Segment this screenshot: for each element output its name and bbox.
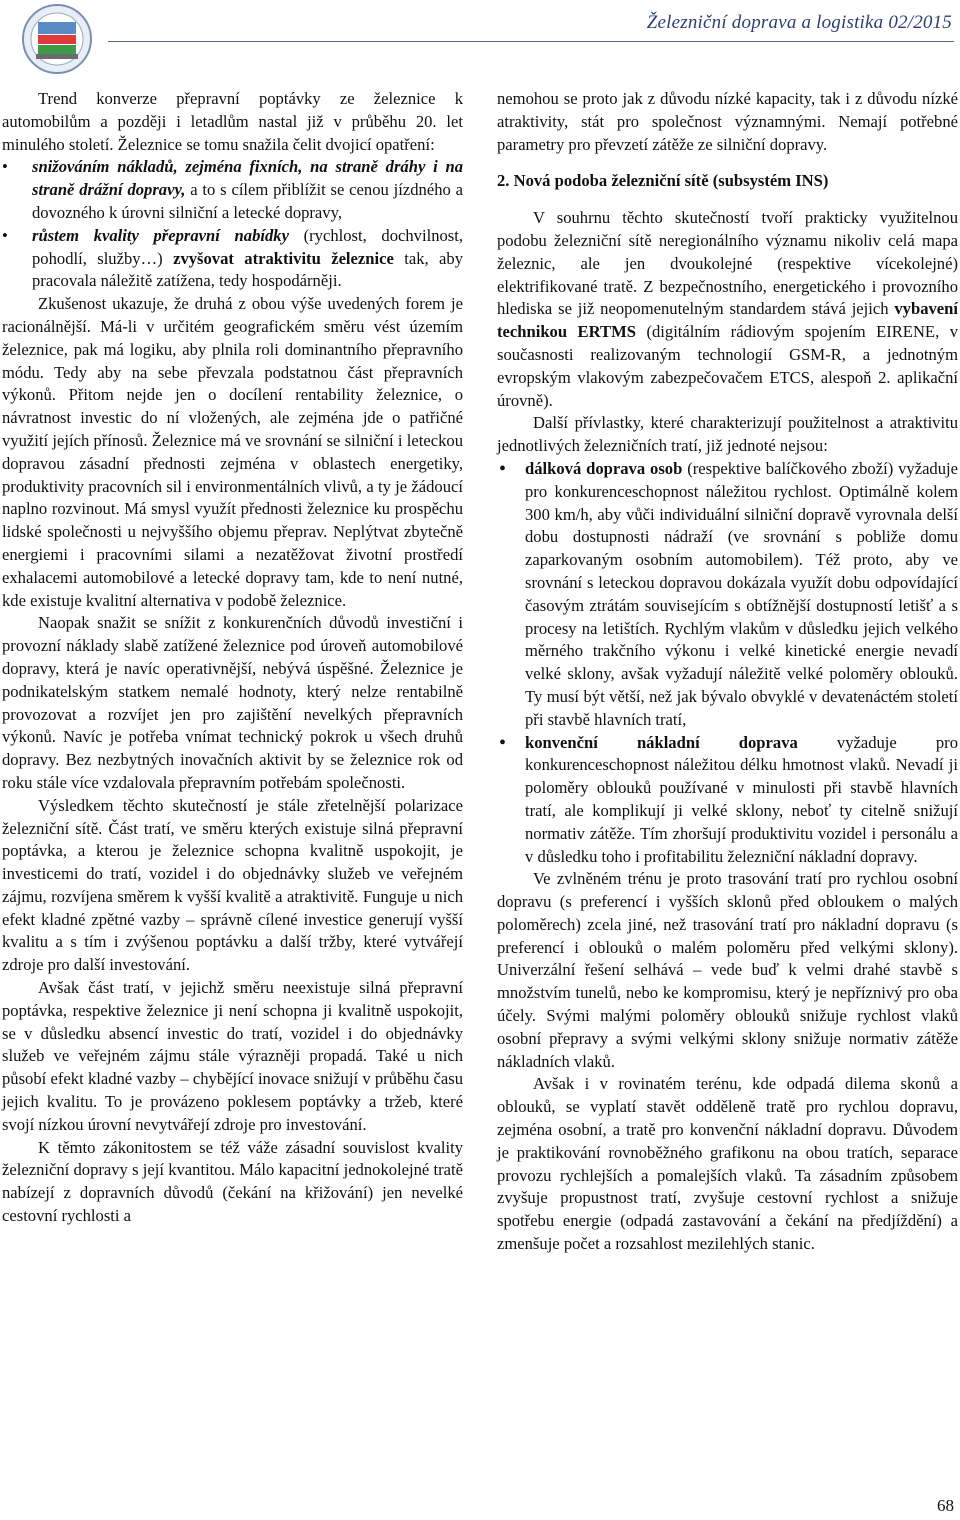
paragraph-text: (digitálním rádiovým spojením EIRENE, v současnosti realizovaným technologií GSM-R, a jednotným evropským vlakovým zabezpečovačem ETCS, alespoň 2. aplikační úrovně). — [497, 322, 958, 410]
list-item — [2, 225, 463, 293]
header-divider — [108, 41, 954, 42]
page-number: 68 — [937, 1496, 954, 1515]
paragraph: K těmto zákonitostem se též váže zásadní souvislost kvality železniční dopravy s její kvantitou. Málo kapacitní jednokolejné tratě nabízejí z dopravních důvodů (čekání na křižování) jen nevelké cestovní rychlosti a — [2, 1137, 463, 1226]
list-item-text: (respektive balíčkového zboží) vyžaduje pro konkurenceschopnost náležitou rychlost. Optimálně kolem 300 km/h, aby vůči individuální silniční dopravě vyrovnala delší dobu dostupnosti nádraží (ve srovnání s pobliže domu zaparkovaným osobním automobilem). Též proto, aby ve srovnání s leteckou dopravou dokázala využít dobu odpovídající časovým ztrátám souvisejícím s obtížnější dostupností letišť a s procesy na letištích. Rychlým vlakům v důsledku jejich velkého měrného trakčního výkonu i velké kinetické energie nevadí velké sklony, avšak vyžadují náležitě velké poloměry oblouků. Ty musí být větší, než jak bývalo obvyklé v devatenáctém století při stavbě hlavních tratí, — [525, 458, 958, 729]
list-item — [497, 458, 958, 732]
list-item — [2, 156, 463, 224]
emphasis: dálková doprava osob — [525, 458, 683, 478]
paragraph: Trend konverze přepravní poptávky ze železnice k automobilům a později i letadlům nastal již v průběhu 20. let minulého století. Železnice se tomu snažila čelit dvojicí opatření: — [2, 89, 463, 154]
list-item-text: tak, aby pracovala náležitě zatížena, tedy hospodárněji. — [32, 248, 463, 291]
paragraph: Avšak část tratí, v jejichž směru neexistuje silná přepravní poptávka, respektive železnice ji není schopna ji kvalitně uspokojit, se v důsledku absencí investic do tratí, vozidel i do objednávky služeb ve veřejném zájmu stále výrazněji propadá. Také u nich působí efekt kladné vazby – chybějící inovace snižují v průběhu času jejich kvalitu. To je provázeno poklesem poptávky a tržeb, které svojí nízkou úrovní nevytvářejí zdroje pro investování. — [2, 978, 463, 1134]
paragraph: Výsledkem těchto skutečností je stále zřetelnější polarizace železniční sítě. Část tratí, ve směru kterých existuje silná přepravní poptávka, a kterou je železnice schopna kvalitně uspokojit, je investicemi do tratí, vozidel i do objednávky služeb ve veřejném zájmu, rozvíjena směrem k vyšší kvalitě a atraktivitě. Funguje u nich efekt kladné zpětné vazby – správně cílené investice generují vyšší kvalitu a s tím i zvýšenou poptávku a další tržby, které vytvářejí zdroje pro další investování. — [2, 795, 463, 975]
left-column — [2, 88, 463, 1228]
paragraph — [497, 207, 958, 412]
paragraph: Naopak snažit se snížit z konkurenčních důvodů investiční i provozní náklady slabě zatížené železnice pod úroveň automobilové dopravy, která je navíc operativnější, nebývá úspěšné. Železnice je podnikatelským statkem nemalé hodnoty, který nelze rentabilně provozovat a rozvíjet jen pro zajištění nevelkých přepravních výkonů. Navíc je potřeba vnímat technický pokrok u všech druhů dopravy. Bez nezbytných inovačních aktivit by se železnice rok od roku stále více vzdalovala přepravním potřebám společnosti. — [2, 613, 463, 792]
paragraph: Další přívlastky, které charakterizují použitelnost a atraktivitu jednotlivých železničních tratí, již jednoté nejsou: — [497, 413, 958, 456]
bullet-list — [497, 458, 958, 868]
paragraph: nemohou se proto jak z důvodu nízké kapacity, tak i z důvodu nízké atraktivity, stát pro společnost významnými. Nemají potřebné parametry pro převzetí zátěže ze silniční dopravy. — [497, 89, 958, 154]
paragraph-text: V souhrnu těchto skutečností tvoří prakticky využitelnou podobu železniční sítě neregionálního významu nikoliv celá mapa železnic, ale jen dvoukolejné (respektive vícekolejné) elektrifikované tratě. Z bezpečnostního, energetického i provozního hlediska se již neopomenutelným standardem stává jejich — [497, 208, 958, 319]
emphasis: snižováním nákladů, zejména fixních, na straně dráhy i na straně drážní dopravy, — [32, 157, 463, 200]
list-item-text: a to s cílem přiblížit se cenou jízdného a dovozného k úrovni silniční a letecké dopravy, — [32, 180, 463, 222]
list-item-text: (rychlost, dochvilnost, pohodlí, služby…) — [32, 225, 463, 268]
emphasis: zvyšovat atraktivitu železnice — [173, 248, 394, 268]
bullet-list — [2, 156, 463, 293]
list-item — [497, 732, 958, 869]
paragraph: Avšak i v rovinatém terénu, kde odpadá dilema skonů a oblouků, se vyplatí stavět odděleně tratě pro rychlou dopravu, zejména osobní, a tratě pro konvenční nákladní dopravu. Důvodem je praktikování rovnoběžného grafikonu na obou tratích, separace provozu rychlejších a pomalejších vlaků. Ta zásadním způsobem zvyšuje propustnost tratí, zvyšuje cestovní rychlost a snižuje spotřebu energie (odpadá zastavování a čekání na předjíždění) a zmenšuje počet a rozsahlost mezilehlých stanic. — [497, 1074, 958, 1254]
emphasis: konvenční nákladní doprava — [525, 732, 798, 752]
emphasis: růstem kvality přepravní nabídky — [32, 225, 289, 245]
paragraph: Zkušenost ukazuje, že druhá z obou výše uvedených forem je racionálnější. Má-li v určitém geografickém směru vést územím železnice, pak má logiku, aby plnila roli dominantního přepravního módu. Tedy aby na sebe převzala podstatnou část přepravních výkonů. Přitom nejde jen o docílení rentability železnice, o návratnost investic do ní vložených, ale zejména jde o patřičné využití jejích přínosů. Železnice má ve srovnání se silniční i leteckou dopravou zásadní přednosti zejména v oblastech energetiky, produktivity pracovních sil i environmentálních vlivů, a ty je žádoucí naplno rozvinout. Má smysl využít přednosti železnice ku prospěchu lidské společnosti u nejvyššího objemu přeprav. Neplýtvat zbytečně energiemi i pracovními silami a nezatěžovat životní prostředí exhalacemi automobilové a letecké dopravy tam, kde to není nutné, kde existuje kvalitní alternativa v podobě železnice. — [2, 294, 463, 610]
journal-logo — [14, 2, 100, 76]
paragraph: Ve zvlněném trénu je proto trasování tratí pro rychlou osobní dopravu (s preferencí i vyšších sklonů před obloukem o malých poloměrech) zcela jiné, než trasování tratí pro nákladní dopravu (s preferencí i oblouků o malém poloměru před velkými sklony). Univerzální řešení selhává – vede buď k velmi drahé stavbě s množstvím tunelů, nebo ke kompromisu, který je nepříznivý pro oba účely. Svými malými poloměry oblouků snižuje rychlost vlaků osobní přepravy a svými velkými sklony snižuje normativ zátěže nákladních vlaků. — [497, 869, 958, 1071]
emphasis: vybavení technikou ERTMS — [497, 299, 958, 342]
section-heading: 2. Nová podoba železniční sítě (subsystém INS) — [497, 171, 829, 191]
journal-title: Železniční doprava a logistika 02/2015 — [646, 12, 952, 33]
right-column — [497, 88, 958, 1256]
list-item-text: vyžaduje pro konkurenceschopnost náležitou délku hmotnost vlaků. Nevadí ji poloměry oblouků používané v minulosti při stavbě hlavních tratí, ale komplikují ji velké sklony, neboť ty citelně snižují normativ zátěže. Tím zhoršují produktivitu vozidel i personálu a v důsledku toho i profitabilitu železniční nákladní dopravy. — [525, 732, 959, 866]
